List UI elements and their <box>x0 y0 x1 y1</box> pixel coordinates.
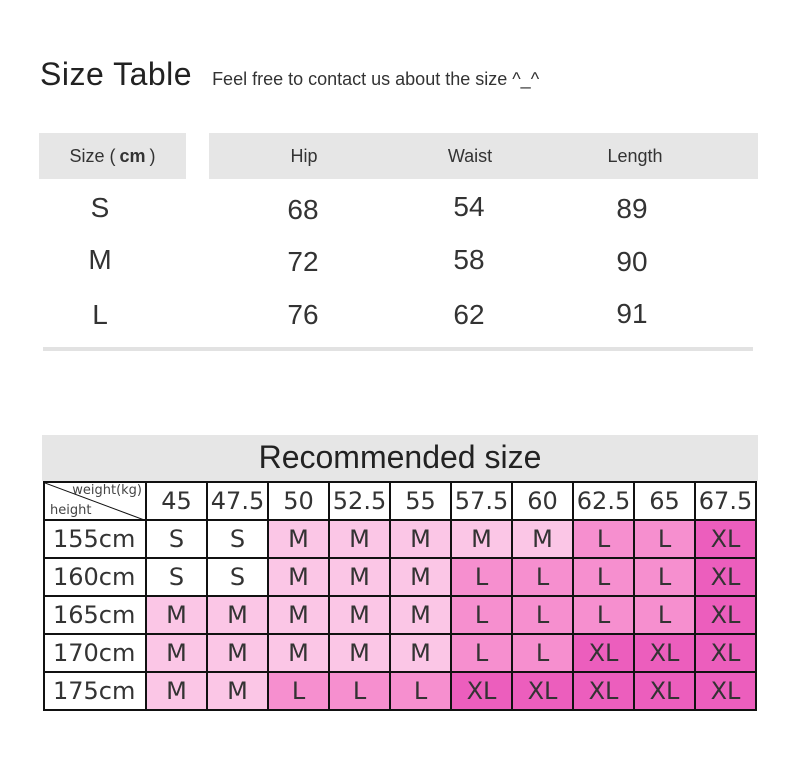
waist-column-header: Waist <box>447 146 493 166</box>
size-cell: L <box>390 672 451 710</box>
weight-header-cell: 60 <box>512 482 573 520</box>
size-cell: L <box>573 558 634 596</box>
size-cell: M <box>207 634 268 672</box>
length-value: 91 <box>616 298 648 329</box>
size-cell: M <box>329 634 390 672</box>
size-cell: M <box>146 634 207 672</box>
size-cell: L <box>634 596 695 634</box>
size-cell: XL <box>573 672 634 710</box>
size-cell: M <box>390 558 451 596</box>
corner-header-cell <box>44 482 146 520</box>
recommended-size-grid <box>43 481 757 711</box>
height-axis-label: height <box>50 503 92 518</box>
height-header-cell: 170cm <box>44 634 146 672</box>
size-cell: M <box>329 596 390 634</box>
size-cell: M <box>146 596 207 634</box>
size-cell: XL <box>573 634 634 672</box>
size-cell: XL <box>695 634 756 672</box>
size-cell: XL <box>634 672 695 710</box>
grid-row <box>44 558 756 596</box>
size-label: S <box>90 192 110 223</box>
size-cell: M <box>451 520 512 558</box>
size-cell: XL <box>695 672 756 710</box>
size-cell: XL <box>695 596 756 634</box>
size-cell: L <box>512 634 573 672</box>
size-cell: XL <box>695 520 756 558</box>
weight-header-cell: 50 <box>268 482 329 520</box>
size-cell: L <box>634 520 695 558</box>
size-cell: L <box>329 672 390 710</box>
size-cell: XL <box>695 558 756 596</box>
size-cell: M <box>390 520 451 558</box>
size-cell: M <box>329 558 390 596</box>
size-cell: L <box>451 634 512 672</box>
size-cell: M <box>329 520 390 558</box>
size-cell: L <box>451 558 512 596</box>
size-cell: M <box>146 672 207 710</box>
hip-column-header: Hip <box>290 146 318 166</box>
page-title: Size Table <box>40 56 193 92</box>
size-cell: L <box>451 596 512 634</box>
hip-value: 72 <box>287 246 319 277</box>
size-cell: M <box>207 596 268 634</box>
page-subtitle: Feel free to contact us about the size ^_^ <box>212 69 540 89</box>
size-table-divider <box>43 347 753 351</box>
size-cell: M <box>390 596 451 634</box>
hip-value: 68 <box>287 194 319 225</box>
waist-value: 58 <box>453 244 485 275</box>
weight-header-cell: 57.5 <box>451 482 512 520</box>
size-header-prefix: Size ( <box>69 145 116 166</box>
length-value: 89 <box>616 193 648 224</box>
length-value: 90 <box>616 246 648 277</box>
waist-value: 62 <box>453 299 485 330</box>
size-cell: M <box>268 634 329 672</box>
size-cell: S <box>146 558 207 596</box>
size-cell: S <box>207 558 268 596</box>
size-label: L <box>92 299 108 330</box>
size-cell: XL <box>451 672 512 710</box>
size-cell: S <box>207 520 268 558</box>
size-label: M <box>88 244 112 275</box>
size-cell: S <box>146 520 207 558</box>
size-header-suffix: ) <box>149 145 156 166</box>
size-cell: L <box>573 596 634 634</box>
weight-header-cell: 62.5 <box>573 482 634 520</box>
size-row <box>0 192 800 232</box>
weight-axis-label: weight(kg) <box>72 483 142 498</box>
size-cell: L <box>512 558 573 596</box>
size-cell: M <box>268 520 329 558</box>
size-cell: L <box>512 596 573 634</box>
size-cell: M <box>512 520 573 558</box>
height-header-cell: 175cm <box>44 672 146 710</box>
grid-row <box>44 596 756 634</box>
height-header-cell: 165cm <box>44 596 146 634</box>
height-header-cell: 160cm <box>44 558 146 596</box>
size-cell: XL <box>512 672 573 710</box>
hip-value: 76 <box>287 299 319 330</box>
title-row <box>40 56 539 93</box>
weight-header-cell: 55 <box>390 482 451 520</box>
size-cell: L <box>634 558 695 596</box>
weight-header-cell: 47.5 <box>207 482 268 520</box>
weight-header-cell: 45 <box>146 482 207 520</box>
size-column-header <box>39 133 186 179</box>
size-cell: M <box>268 596 329 634</box>
recommended-size-title: Recommended size <box>42 435 758 481</box>
size-cell: XL <box>634 634 695 672</box>
length-column-header: Length <box>607 146 663 166</box>
size-cell: M <box>268 558 329 596</box>
height-header-cell: 155cm <box>44 520 146 558</box>
grid-row <box>44 672 756 710</box>
size-cell: M <box>207 672 268 710</box>
size-cell: M <box>390 634 451 672</box>
grid-row <box>44 520 756 558</box>
waist-value: 54 <box>453 191 485 222</box>
size-row <box>0 299 800 339</box>
grid-row <box>44 634 756 672</box>
weight-header-cell: 52.5 <box>329 482 390 520</box>
measurement-header-bar <box>209 133 758 179</box>
weight-header-cell: 67.5 <box>695 482 756 520</box>
size-cell: L <box>268 672 329 710</box>
grid-header-row <box>44 482 756 520</box>
size-row <box>0 244 800 284</box>
size-cell: L <box>573 520 634 558</box>
size-header-unit: cm <box>119 145 146 166</box>
weight-header-cell: 65 <box>634 482 695 520</box>
